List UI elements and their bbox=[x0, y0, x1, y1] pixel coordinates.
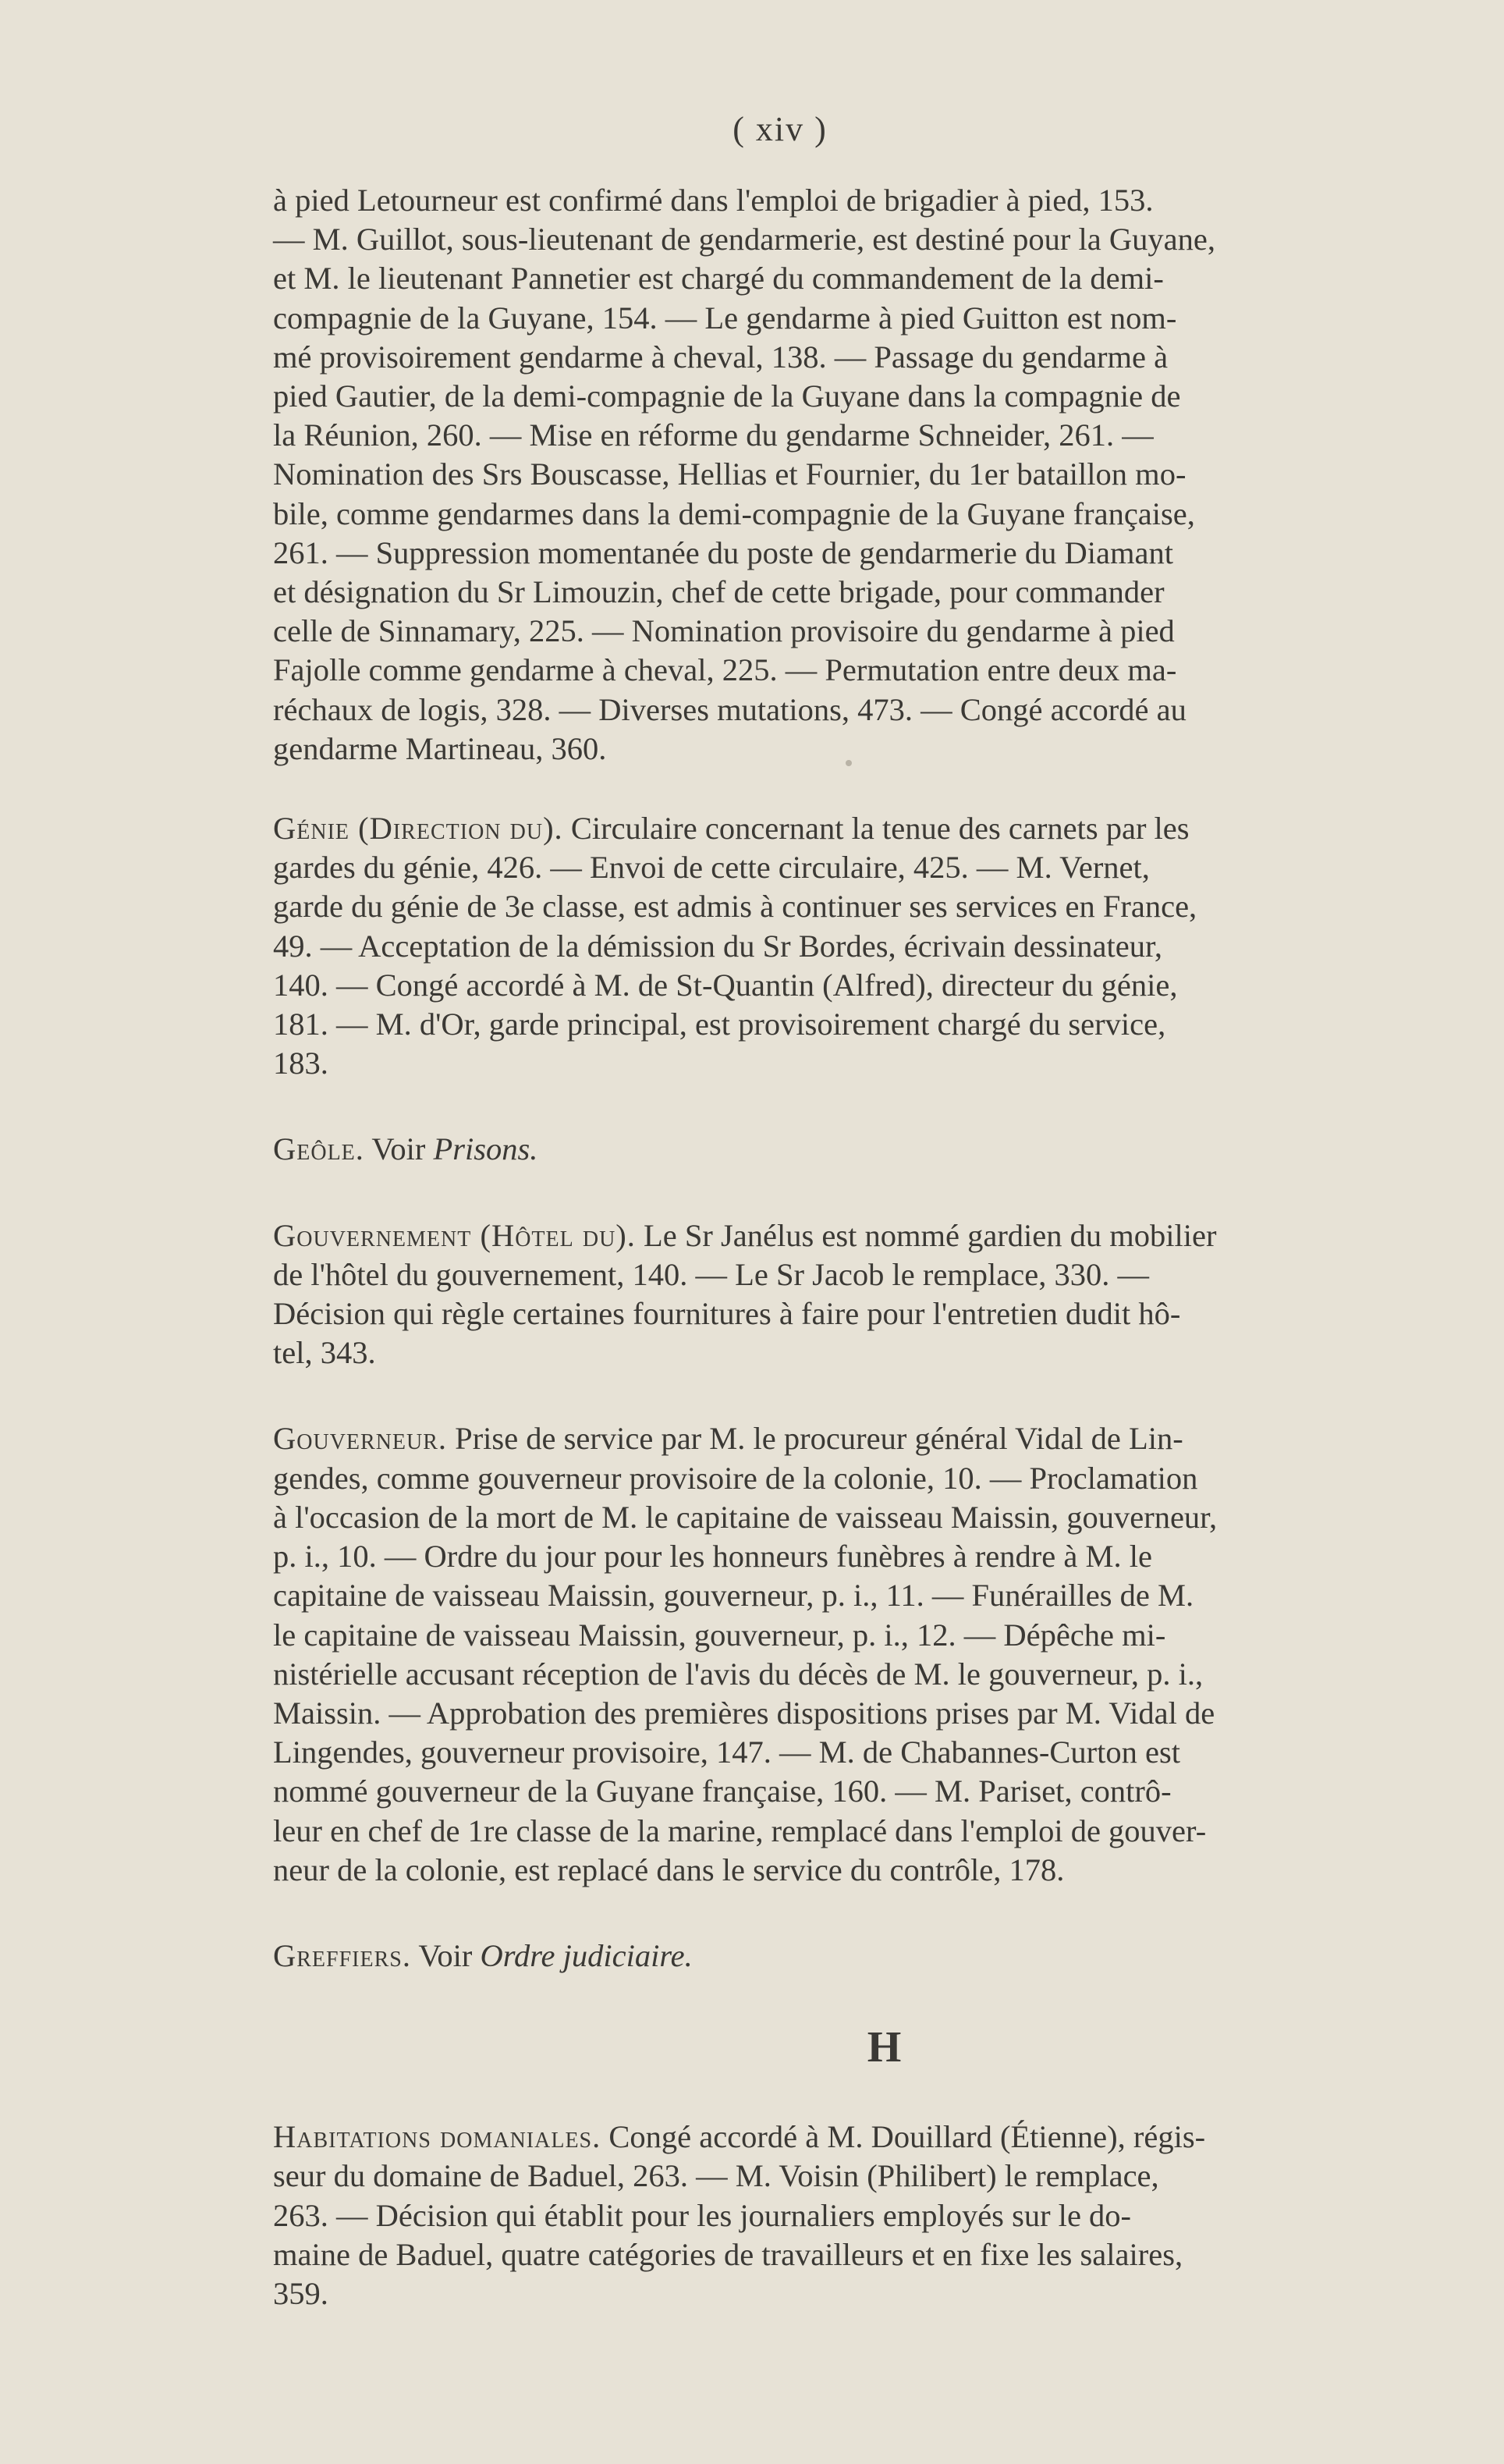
entry-line: Maissin. — Approbation des premières dispositions prises par M. Vidal de bbox=[273, 1695, 1215, 1731]
entry-line: neur de la colonie, est replacé dans le service du contrôle, 178. bbox=[273, 1852, 1065, 1887]
entry-heading: Génie (Direction du). bbox=[273, 811, 563, 847]
letter-heading: H bbox=[867, 2023, 903, 2072]
entry-line: bile, comme gendarmes dans la demi-compagnie de la Guyane française, bbox=[273, 495, 1195, 531]
entry-line: Lingendes, gouverneur provisoire, 147. — M. de Chabannes-Curton est bbox=[273, 1734, 1181, 1770]
entry-line: capitaine de vaisseau Maissin, gouverneur, p. i., 11. — Funérailles de M. bbox=[273, 1578, 1194, 1614]
ink-speck bbox=[846, 760, 852, 766]
index-entry-gendarmerie bbox=[273, 181, 1496, 769]
entry-line: Nomination des Srs Bouscasse, Hellias et Fournier, du 1er bataillon mo- bbox=[273, 456, 1187, 492]
entry-line: 140. — Congé accordé à M. de St-Quantin (Alfred), directeur du génie, bbox=[273, 967, 1178, 1003]
entry-line: Le Sr Janélus est nommé gardien du mobilier bbox=[644, 1217, 1217, 1253]
index-entry-genie bbox=[273, 809, 1496, 1083]
entry-line: Circulaire concernant la tenue des carnets par les bbox=[570, 811, 1190, 847]
index-entry-gouvernement bbox=[273, 1216, 1496, 1373]
entry-line: à l'occasion de la mort de M. le capitaine de vaisseau Maissin, gouverneur, bbox=[273, 1499, 1218, 1535]
entry-line: Prise de service par M. le procureur général Vidal de Lin- bbox=[455, 1421, 1183, 1457]
cross-reference: Ordre judiciaire. bbox=[480, 1937, 693, 1973]
index-entry-habitations-domaniales bbox=[273, 2118, 1496, 2313]
entry-line: 263. — Décision qui établit pour les journaliers employés sur le do- bbox=[273, 2197, 1132, 2233]
entry-line: Décision qui règle certaines fournitures à faire pour l'entretien dudit hô- bbox=[273, 1296, 1181, 1332]
entry-line: compagnie de la Guyane, 154. — Le gendarme à pied Guitton est nom- bbox=[273, 300, 1177, 336]
entry-line: Congé accordé à M. Douillard (Étienne), régis- bbox=[608, 2119, 1206, 2155]
entry-text: Voir bbox=[418, 1937, 473, 1973]
entry-line: mé provisoirement gendarme à cheval, 138. — Passage du gendarme à bbox=[273, 339, 1169, 375]
cross-reference: Prisons. bbox=[433, 1131, 538, 1167]
entry-line: 49. — Acceptation de la démission du Sr Bordes, écrivain dessinateur, bbox=[273, 928, 1162, 964]
entry-line: nistérielle accusant réception de l'avis du décès de M. le gouverneur, p. i., bbox=[273, 1656, 1204, 1692]
entry-line: et désignation du Sr Limouzin, chef de cette brigade, pour commander bbox=[273, 574, 1165, 610]
entry-heading: Gouvernement (Hôtel du). bbox=[273, 1217, 636, 1253]
entry-line: Fajolle comme gendarme à cheval, 225. — Permutation entre deux ma- bbox=[273, 652, 1177, 688]
entry-line: 183. bbox=[273, 1046, 328, 1081]
entry-line: pied Gautier, de la demi-compagnie de la Guyane dans la compagnie de bbox=[273, 378, 1181, 414]
page-number: ( xiv ) bbox=[732, 110, 828, 148]
entry-line: nommé gouverneur de la Guyane française, 160. — M. Pariset, contrô- bbox=[273, 1773, 1172, 1809]
entry-line: maine de Baduel, quatre catégories de travailleurs et en fixe les salaires, bbox=[273, 2236, 1183, 2272]
entry-heading: Gouverneur. bbox=[273, 1421, 448, 1457]
entry-heading: Greffiers. bbox=[273, 1937, 411, 1973]
entry-line: celle de Sinnamary, 225. — Nomination provisoire du gendarme à pied bbox=[273, 613, 1175, 649]
entry-line: gardes du génie, 426. — Envoi de cette circulaire, 425. — M. Vernet, bbox=[273, 850, 1150, 886]
entry-line: à pied Letourneur est confirmé dans l'emploi de brigadier à pied, 153. bbox=[273, 183, 1154, 218]
index-entry-gouverneur bbox=[273, 1419, 1496, 1889]
index-column bbox=[273, 181, 1496, 2360]
entry-line: gendarme Martineau, 360. bbox=[273, 730, 607, 766]
entry-line: réchaux de logis, 328. — Diverses mutations, 473. — Congé accordé au bbox=[273, 691, 1187, 727]
entry-line: de l'hôtel du gouvernement, 140. — Le Sr Jacob le remplace, 330. — bbox=[273, 1256, 1149, 1292]
entry-line: seur du domaine de Baduel, 263. — M. Voisin (Philibert) le remplace, bbox=[273, 2158, 1159, 2194]
entry-line: p. i., 10. — Ordre du jour pour les honneurs funèbres à rendre à M. le bbox=[273, 1539, 1152, 1575]
entry-line: 261. — Suppression momentanée du poste de gendarmerie du Diamant bbox=[273, 534, 1173, 570]
index-entry-geole bbox=[273, 1130, 1496, 1169]
entry-line: 359. bbox=[273, 2275, 328, 2311]
entry-line: la Réunion, 260. — Mise en réforme du gendarme Schneider, 261. — bbox=[273, 417, 1154, 453]
entry-line: tel, 343. bbox=[273, 1335, 376, 1371]
index-entry-greffiers bbox=[273, 1937, 1496, 1976]
entry-line: garde du génie de 3e classe, est admis à continuer ses services en France, bbox=[273, 889, 1197, 925]
entry-line: leur en chef de 1re classe de la marine, remplacé dans l'emploi de gouver- bbox=[273, 1812, 1207, 1848]
entry-heading: Habitations domaniales. bbox=[273, 2119, 601, 2155]
entry-line: le capitaine de vaisseau Maissin, gouverneur, p. i., 12. — Dépêche mi- bbox=[273, 1617, 1166, 1653]
entry-line: et M. le lieutenant Pannetier est chargé du commandement de la demi- bbox=[273, 261, 1164, 296]
entry-line: — M. Guillot, sous-lieutenant de gendarmerie, est destiné pour la Guyane, bbox=[273, 222, 1215, 257]
entry-line: gendes, comme gouverneur provisoire de la colonie, 10. — Proclamation bbox=[273, 1460, 1198, 1496]
entry-text: Voir bbox=[371, 1131, 426, 1167]
entry-heading: Geôle. bbox=[273, 1131, 364, 1167]
entry-line: 181. — M. d'Or, garde principal, est provisoirement chargé du service, bbox=[273, 1007, 1166, 1042]
